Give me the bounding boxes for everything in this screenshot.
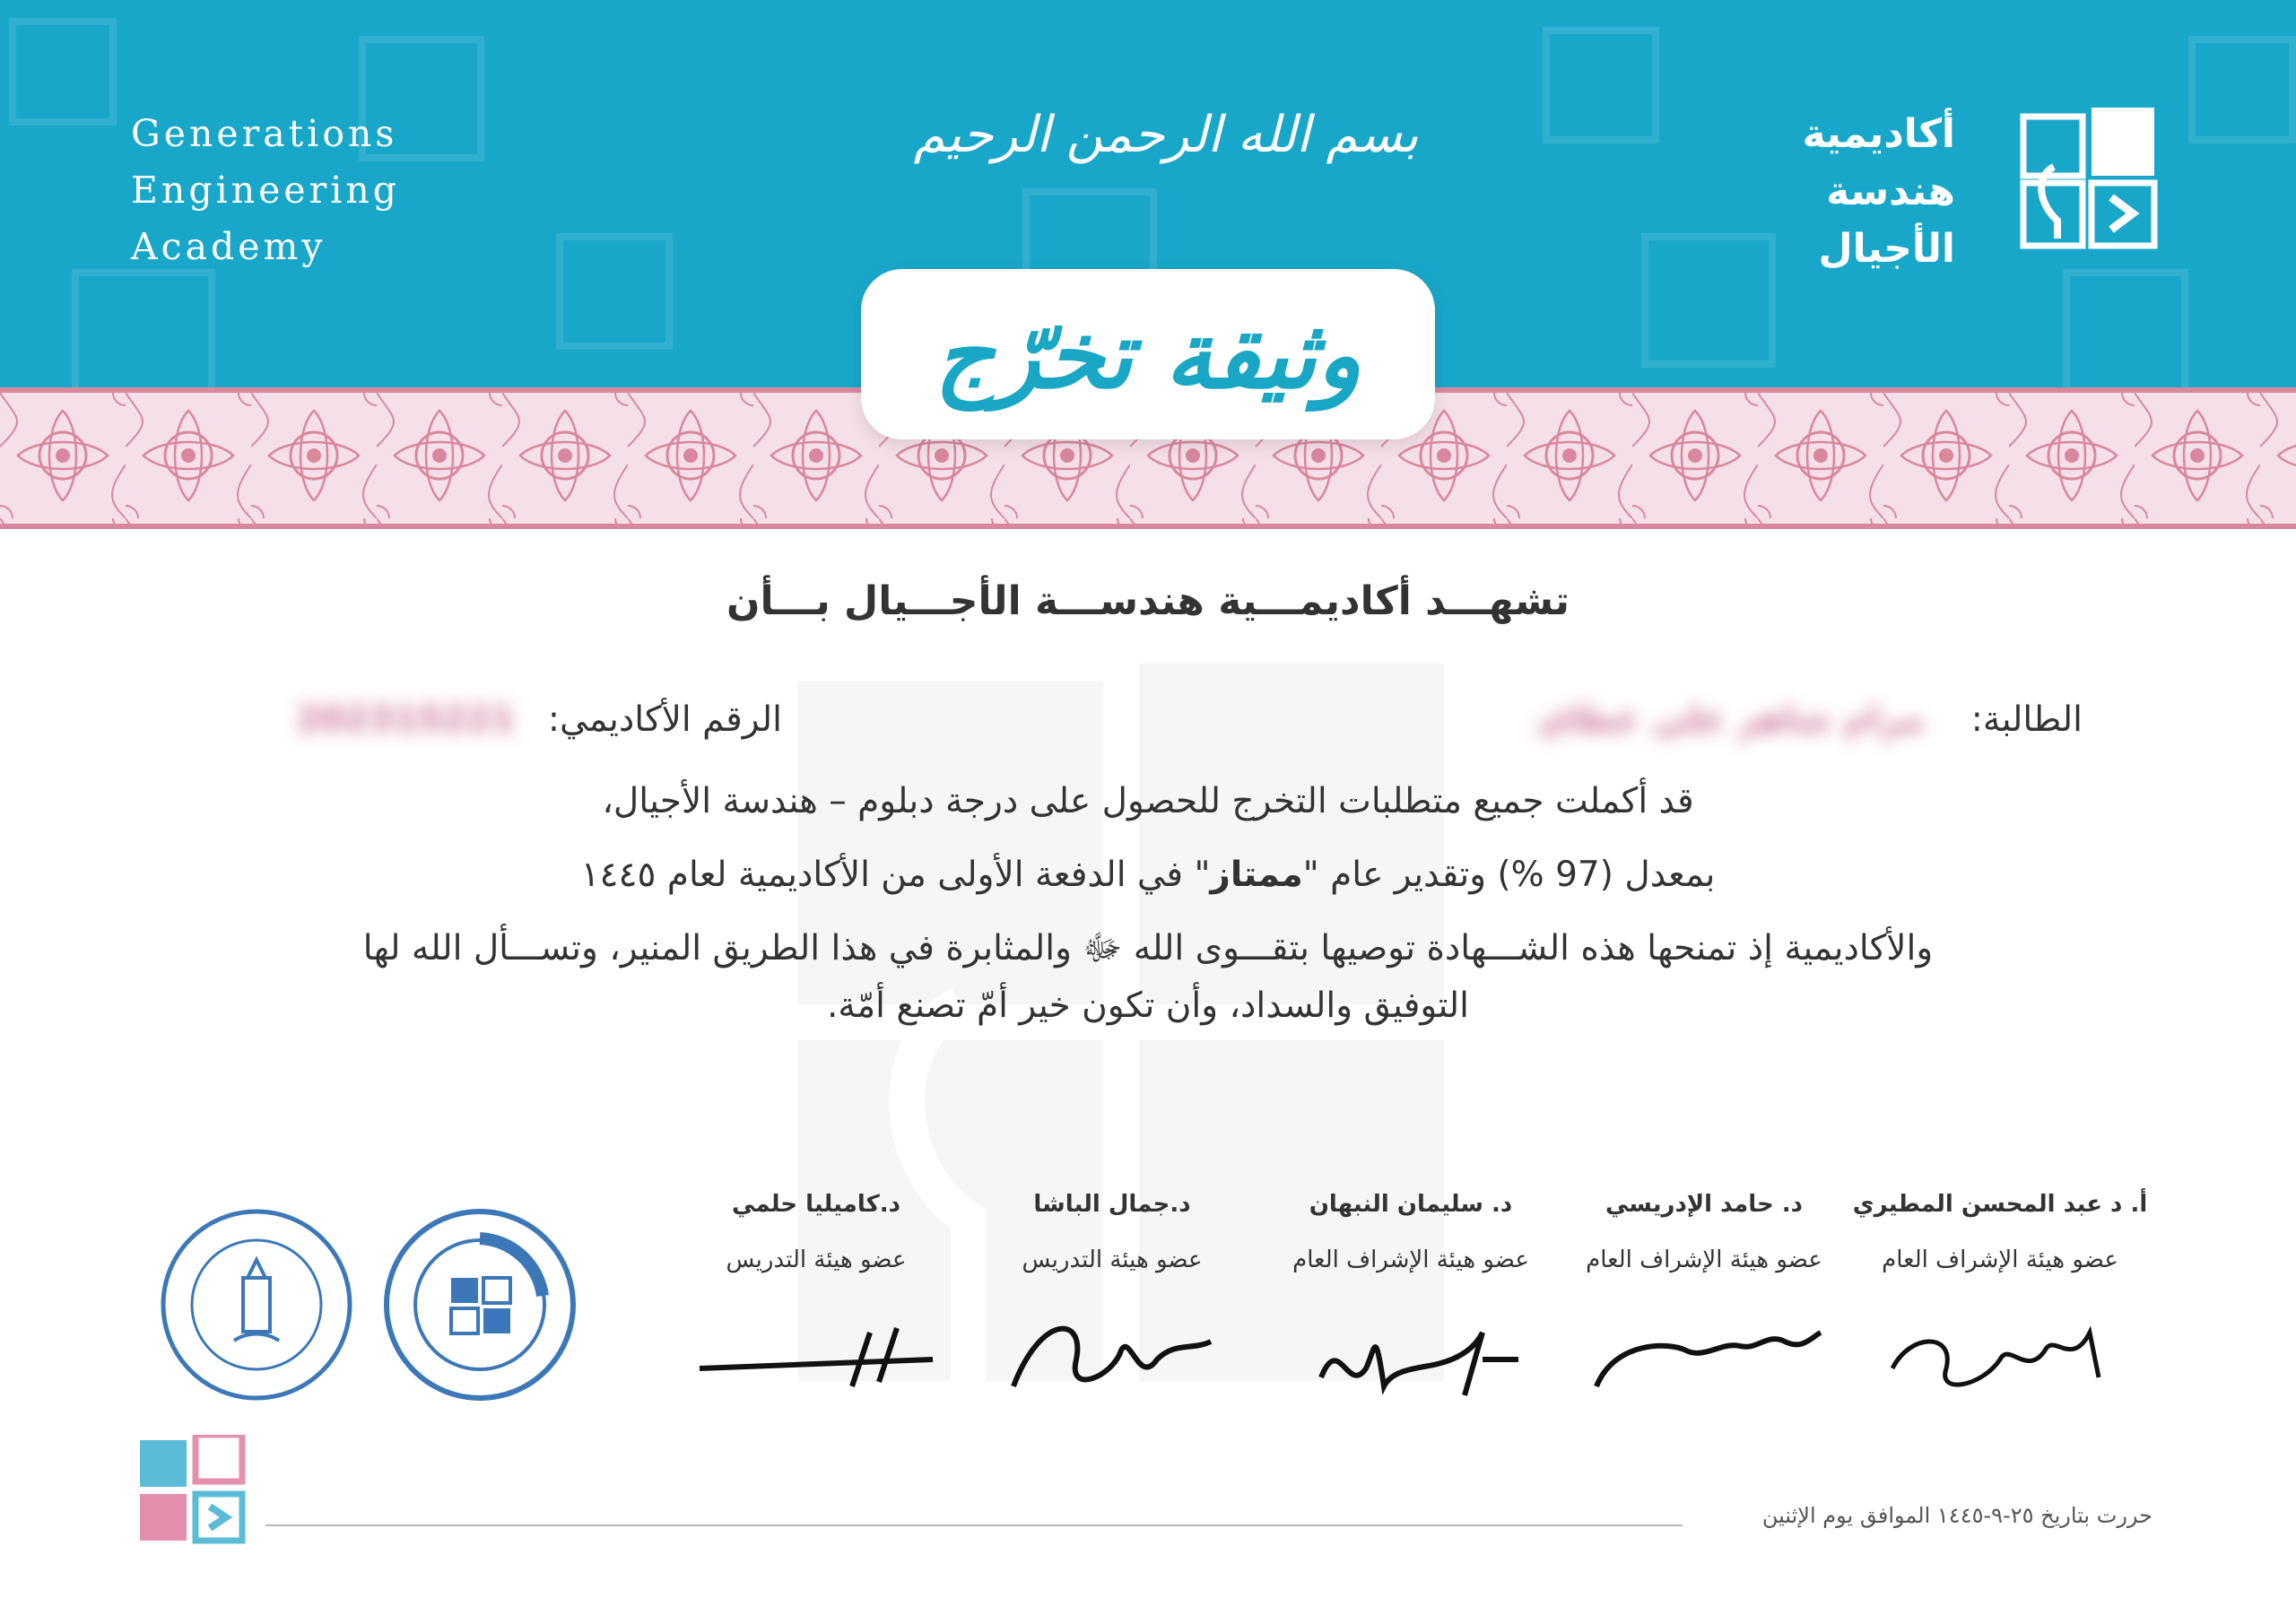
logo-ar-line3: الأجيال (1818, 226, 1955, 272)
certificate-title-box (861, 269, 1435, 439)
academic-id-value: 202315221 (296, 699, 516, 740)
basmala-calligraphy: بسم الله الرحمن الرحيم (913, 106, 1419, 164)
footer-rule (265, 1524, 1683, 1526)
student-label: الطالبة: (1970, 699, 2083, 740)
signature-4-icon (987, 1297, 1238, 1404)
certificate-body (179, 773, 2117, 1035)
signatory-1 (1852, 1191, 2148, 1404)
certificate-title: وثيقة تخرّج (935, 299, 1361, 410)
academic-id-field (296, 699, 782, 740)
body-line-2 (179, 847, 2117, 904)
academy-name-ar (1758, 106, 1955, 278)
issue-date: حررت بتاريخ ٢٥-٩-١٤٤٥ الموافق يوم الإثنين (1761, 1503, 2152, 1528)
academy-name-en (131, 106, 400, 275)
body-line-4: التوفيق والسداد، وأن تكون خير أمّ تصنع أمّة. (826, 986, 1470, 1026)
student-name-value: مرام شاهر علي عطاي (1535, 699, 1925, 740)
academy-name-line3: Academy (131, 225, 326, 268)
pattern-tile (2188, 36, 2296, 143)
signatory-role: عضو هيئة التدريس (726, 1246, 907, 1273)
academy-logo-icon (2018, 104, 2161, 252)
body-line-2-after: " في الدفعة الأولى من الأكاديمية لعام ١٤٤٥ (580, 855, 1211, 895)
signatory-role: عضو هيئة التدريس (1022, 1246, 1203, 1273)
signatory-2 (1556, 1191, 1852, 1404)
academy-name-line1: Generations (131, 112, 398, 155)
signature-5-icon (691, 1297, 942, 1404)
signatory-5 (668, 1191, 964, 1404)
logo-ar-line1: أكاديمية (1802, 111, 1955, 157)
signatory-role: عضو هيئة الإشراف العام (1292, 1246, 1529, 1273)
pattern-tile (556, 233, 673, 350)
logo-ar-line2: هندسة (1826, 169, 1955, 214)
signatory-name: د. سليمان النبهان (1309, 1191, 1513, 1218)
pattern-tile (72, 269, 215, 395)
academy-seal-icon (381, 1206, 578, 1403)
signatory-4 (964, 1191, 1260, 1404)
signatory-role: عضو هيئة الإشراف العام (1882, 1246, 2118, 1273)
signature-1-icon (1874, 1297, 2126, 1404)
body-line-1: قد أكملت جميع متطلبات التخرج للحصول على درجة دبلوم – هندسة الأجيال، (602, 781, 1694, 821)
pattern-tile (2063, 269, 2188, 395)
signatory-name: د.كاميليا حلمي (732, 1191, 900, 1218)
academic-id-label: الرقم الأكاديمي: (547, 699, 782, 740)
signatory-name: أ. د عبد المحسن المطيري (1852, 1191, 2148, 1218)
signatory-name: د.جمال الباشا (1033, 1191, 1191, 1218)
grade-value: ممتاز (1210, 855, 1303, 895)
signature-2-icon (1578, 1297, 1830, 1404)
pattern-tile (1641, 233, 1776, 368)
signatory-name: د. حامد الإدريسي (1605, 1191, 1804, 1218)
signatory-3 (1263, 1191, 1559, 1404)
signature-3-icon (1285, 1297, 1536, 1404)
body-line-2-before: بمعدل (97 %) وتقدير عام " (1302, 855, 1716, 895)
lead-statement: تشهـــد أكاديمـــية هندســـة الأجـــيال بـــأن (726, 578, 1570, 624)
signatory-role: عضو هيئة الإشراف العام (1586, 1246, 1822, 1273)
academy-name-line2: Engineering (131, 169, 400, 212)
body-line-3: والأكاديمية إذ تمنحها هذه الشـــهادة توصيها بتقـــوى الله ﷻ والمثابرة في هذا الطريق المنير، وتســـأل الله لها (362, 928, 1934, 968)
university-seal-icon (158, 1206, 355, 1403)
pattern-tile (1543, 27, 1659, 143)
footer-logo-icon (136, 1435, 246, 1544)
student-field (1536, 699, 2083, 740)
pattern-tile (9, 18, 117, 126)
